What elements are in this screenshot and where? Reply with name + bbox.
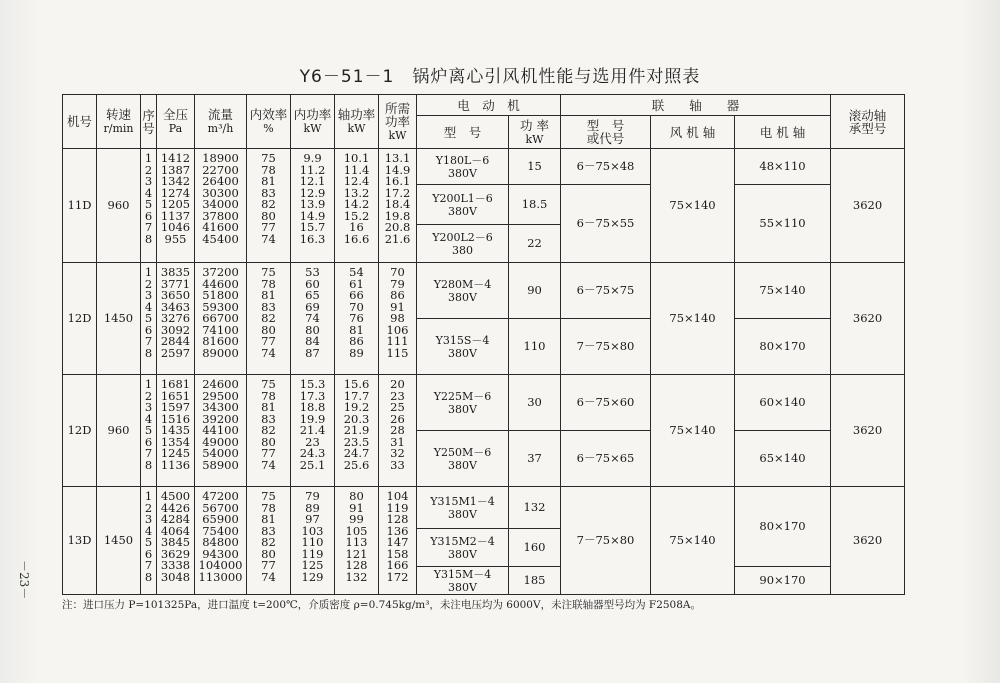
coupling-cell: 7－75×80 <box>561 319 651 375</box>
header-motor-model: 型 号 <box>417 116 509 149</box>
eff-cell <box>247 149 291 263</box>
eff-values: 75 78 81 83 82 80 77 74 <box>261 489 276 584</box>
seq-cell <box>141 263 157 375</box>
header-inner-power: 内功率 kW <box>291 95 335 149</box>
header-bearing: 滚动轴 承型号 <box>831 95 905 149</box>
header-pressure: 全压 Pa <box>157 95 195 149</box>
motor-shaft-cell: 48×110 <box>735 149 831 185</box>
pressure-values: 4500 4426 4284 4064 3845 3629 3338 3048 <box>160 489 191 584</box>
header-motor: 电 动 机 <box>417 95 561 116</box>
seq-values: 1 2 3 4 5 6 7 8 <box>144 151 153 246</box>
coupling-cell: 6－75×65 <box>561 431 651 487</box>
header-motor-power: 功 率 kW <box>509 116 561 149</box>
inner-power-values: 53 60 65 69 74 80 84 87 <box>305 265 320 360</box>
coupling-cell: 7－75×80 <box>561 487 651 595</box>
header-coupling: 联 轴 器 <box>561 95 831 116</box>
flow-cell <box>195 149 247 263</box>
header-motor-shaft: 电 机 轴 <box>735 116 831 149</box>
motor-model-cell: Y180L－6 380V <box>417 149 509 185</box>
req-power-cell <box>379 149 417 263</box>
inner-power-values: 15.3 17.3 18.8 19.9 21.4 23 24.3 25.1 <box>299 377 326 472</box>
page-number: －23－ <box>17 560 31 600</box>
inner-power-cell <box>291 487 335 595</box>
inner-power-cell <box>291 263 335 375</box>
motor-model-cell: Y250M－6 380V <box>417 431 509 487</box>
shaft-power-cell <box>335 263 379 375</box>
flow-values: 37200 44600 51800 59300 66700 74100 81600 89000 <box>202 265 239 360</box>
motor-model-cell: Y315M1－4 380V <box>417 487 509 529</box>
motor-power-cell: 90 <box>509 263 561 319</box>
req-power-cell <box>379 487 417 595</box>
machine-cell: 12D <box>63 375 97 487</box>
inner-power-values: 9.9 11.2 12.1 12.9 13.9 14.9 15.7 16.3 <box>299 151 326 246</box>
eff-values: 75 78 81 83 82 80 77 74 <box>261 151 276 246</box>
pressure-values: 1681 1651 1597 1516 1435 1354 1245 1136 <box>160 377 191 472</box>
shaft-power-values: 54 61 66 70 76 81 86 89 <box>349 265 364 360</box>
seq-values: 1 2 3 4 5 6 7 8 <box>144 489 153 584</box>
machine-cell: 11D <box>63 149 97 263</box>
bearing-cell: 3620 <box>831 375 905 487</box>
eff-cell <box>247 263 291 375</box>
header-machine-no: 机号 <box>63 95 97 149</box>
motor-shaft-cell: 80×170 <box>735 487 831 567</box>
seq-cell <box>141 149 157 263</box>
motor-model-cell: Y200L2－6 380 <box>417 225 509 263</box>
req-power-values: 104 119 128 136 147 158 166 172 <box>386 489 409 584</box>
flow-cell <box>195 487 247 595</box>
req-power-values: 20 23 25 26 28 31 32 33 <box>390 377 405 472</box>
motor-power-cell: 22 <box>509 225 561 263</box>
bearing-cell: 3620 <box>831 487 905 595</box>
coupling-cell: 6－75×55 <box>561 185 651 263</box>
inner-power-values: 79 89 97 103 110 119 125 129 <box>301 489 324 584</box>
header-req-power: 所需功率 kW <box>379 95 417 149</box>
performance-table <box>62 94 905 595</box>
flow-cell <box>195 263 247 375</box>
shaft-power-cell <box>335 149 379 263</box>
inner-power-cell <box>291 149 335 263</box>
flow-cell <box>195 375 247 487</box>
motor-shaft-cell: 55×110 <box>735 185 831 263</box>
pressure-cell <box>157 487 195 595</box>
motor-shaft-cell: 65×140 <box>735 431 831 487</box>
motor-shaft-cell: 75×140 <box>735 263 831 319</box>
page-title: Y6－51－1 锅炉离心引风机性能与选用件对照表 <box>299 67 701 87</box>
fan-shaft-cell: 75×140 <box>651 149 735 263</box>
req-power-values: 70 79 86 91 98 106 111 115 <box>386 265 409 360</box>
header-flow: 流量 m³/h <box>195 95 247 149</box>
speed-cell: 1450 <box>97 487 141 595</box>
header-seq: 序号 <box>141 95 157 149</box>
seq-cell <box>141 375 157 487</box>
flow-values: 47200 56700 65900 75400 84800 94300 104000 113000 <box>198 489 243 584</box>
header-shaft-power: 轴功率 kW <box>335 95 379 149</box>
motor-model-cell: Y200L1－6 380V <box>417 185 509 225</box>
bearing-cell: 3620 <box>831 263 905 375</box>
speed-cell: 960 <box>97 375 141 487</box>
coupling-cell: 6－75×60 <box>561 375 651 431</box>
speed-cell: 960 <box>97 149 141 263</box>
motor-power-cell: 15 <box>509 149 561 185</box>
motor-model-cell: Y225M－6 380V <box>417 375 509 431</box>
pressure-values: 3835 3771 3650 3463 3276 3092 2844 2597 <box>160 265 191 360</box>
machine-cell: 12D <box>63 263 97 375</box>
machine-cell: 13D <box>63 487 97 595</box>
pressure-cell <box>157 149 195 263</box>
req-power-cell <box>379 263 417 375</box>
fan-shaft-cell: 75×140 <box>651 487 735 595</box>
header-coupling-model: 型 号 或代号 <box>561 116 651 149</box>
coupling-cell: 6－75×75 <box>561 263 651 319</box>
eff-cell <box>247 487 291 595</box>
req-power-cell <box>379 375 417 487</box>
bearing-cell: 3620 <box>831 149 905 263</box>
pressure-cell <box>157 375 195 487</box>
motor-model-cell: Y315M2－4 380V <box>417 529 509 567</box>
motor-shaft-cell: 80×170 <box>735 319 831 375</box>
motor-power-cell: 18.5 <box>509 185 561 225</box>
shaft-power-cell <box>335 375 379 487</box>
motor-power-cell: 37 <box>509 431 561 487</box>
speed-cell: 1450 <box>97 263 141 375</box>
seq-values: 1 2 3 4 5 6 7 8 <box>144 377 153 472</box>
footnote: 注：进口压力 P=101325Pa，进口温度 t=200℃，介质密度 ρ=0.745kg/m³，未注电压均为 6000V，未注联轴器型号均为 F2508A。 <box>62 599 702 611</box>
seq-cell <box>141 487 157 595</box>
flow-values: 24600 29500 34300 39200 44100 49000 54000 58900 <box>202 377 239 472</box>
motor-power-cell: 185 <box>509 567 561 595</box>
motor-model-cell: Y280M－4 380V <box>417 263 509 319</box>
motor-model-cell: Y315S－4 380V <box>417 319 509 375</box>
header-fan-shaft: 风 机 轴 <box>651 116 735 149</box>
inner-power-cell <box>291 375 335 487</box>
header-speed: 转速 r/min <box>97 95 141 149</box>
coupling-cell: 6－75×48 <box>561 149 651 185</box>
eff-values: 75 78 81 83 82 80 77 74 <box>261 265 276 360</box>
shaft-power-values: 10.1 11.4 12.4 13.2 14.2 15.2 16 16.6 <box>343 151 370 246</box>
eff-cell <box>247 375 291 487</box>
motor-power-cell: 30 <box>509 375 561 431</box>
req-power-values: 13.1 14.9 16.1 17.2 18.4 19.8 20.8 21.6 <box>384 151 411 246</box>
header-eff: 内效率 % <box>247 95 291 149</box>
shaft-power-values: 15.6 17.7 19.2 20.3 21.9 23.5 24.7 25.6 <box>343 377 370 472</box>
shaft-power-values: 80 91 99 105 113 121 128 132 <box>345 489 368 584</box>
motor-power-cell: 132 <box>509 487 561 529</box>
motor-power-cell: 160 <box>509 529 561 567</box>
shaft-power-cell <box>335 487 379 595</box>
motor-shaft-cell: 60×140 <box>735 375 831 431</box>
motor-shaft-cell: 90×170 <box>735 567 831 595</box>
seq-values: 1 2 3 4 5 6 7 8 <box>144 265 153 360</box>
fan-shaft-cell: 75×140 <box>651 263 735 375</box>
fan-shaft-cell: 75×140 <box>651 375 735 487</box>
pressure-cell <box>157 263 195 375</box>
motor-model-cell: Y315M－4 380V <box>417 567 509 595</box>
pressure-values: 1412 1387 1342 1274 1205 1137 1046 955 <box>160 151 191 246</box>
motor-power-cell: 110 <box>509 319 561 375</box>
flow-values: 18900 22700 26400 30300 34000 37800 41600 45400 <box>202 151 239 246</box>
eff-values: 75 78 81 83 82 80 77 74 <box>261 377 276 472</box>
